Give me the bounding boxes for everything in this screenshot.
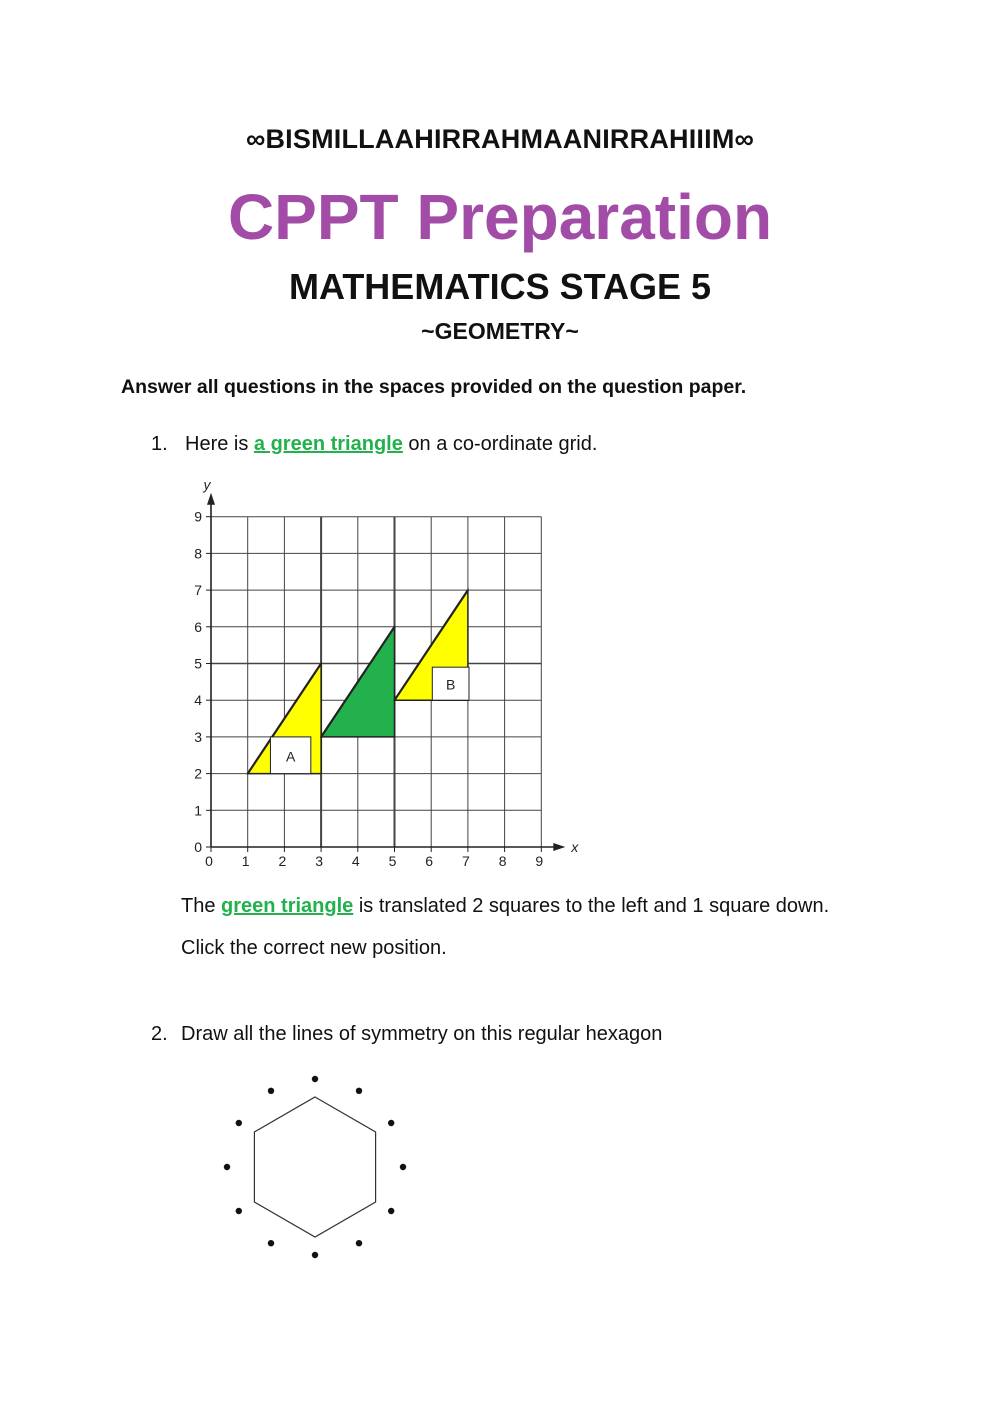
page-title: CPPT Preparation <box>227 181 773 253</box>
symmetry-dot[interactable] <box>400 1164 406 1170</box>
y-tick-label: 0 <box>194 839 202 855</box>
bismillah-heading: ∞BISMILLAAHIRRAHMAANIRRAHIIIM∞ <box>246 124 754 154</box>
translation-text-after: is translated 2 squares to the left and 1 square down. <box>353 895 830 917</box>
question-1-number: 1. <box>151 433 168 455</box>
symmetry-dot[interactable] <box>312 1076 318 1082</box>
y-tick-label: 8 <box>194 545 202 562</box>
x-tick-label: 0 <box>205 853 213 869</box>
x-tick-label: 2 <box>278 853 287 869</box>
y-tick-label: 2 <box>194 765 202 782</box>
green-triangle-link-2[interactable]: green triangle <box>221 895 354 917</box>
x-tick-label: 8 <box>498 853 507 869</box>
symmetry-dot[interactable] <box>388 1120 394 1126</box>
regular-hexagon <box>254 1097 375 1237</box>
option-b-label[interactable]: B <box>445 676 456 693</box>
symmetry-dot[interactable] <box>236 1208 242 1214</box>
symmetry-dot[interactable] <box>224 1164 230 1170</box>
x-tick-label: 7 <box>462 853 470 869</box>
question-1-text-before: Here is <box>185 433 254 455</box>
instruction-text: Answer all questions in the spaces provided on the question paper. <box>121 376 747 398</box>
option-a-label[interactable]: A <box>285 748 296 765</box>
y-tick-label: 7 <box>194 582 202 599</box>
y-tick-label: 3 <box>194 728 202 745</box>
y-axis-label: y <box>203 476 211 493</box>
x-tick-label: 3 <box>315 853 323 869</box>
translation-text-before: The <box>181 895 222 917</box>
symmetry-dot[interactable] <box>356 1088 362 1094</box>
y-tick-label: 6 <box>194 618 202 635</box>
symmetry-dot[interactable] <box>268 1240 274 1246</box>
question-1-text-after: on a co-ordinate grid. <box>402 433 598 455</box>
y-tick-label: 9 <box>194 508 202 525</box>
symmetry-dot[interactable] <box>236 1120 242 1126</box>
symmetry-dot[interactable] <box>356 1240 362 1246</box>
y-tick-label: 1 <box>194 802 202 819</box>
question-2-number: 2. <box>151 1023 168 1045</box>
x-tick-label: 9 <box>535 853 544 869</box>
x-tick-label: 6 <box>425 853 434 869</box>
x-tick-label: 1 <box>241 853 250 869</box>
symmetry-dot[interactable] <box>268 1088 274 1094</box>
x-tick-label: 5 <box>388 853 397 869</box>
question-2-text: Draw all the lines of symmetry on this regular hexagon <box>181 1023 663 1045</box>
click-prompt: Click the correct new position. <box>181 937 447 959</box>
y-tick-label: 4 <box>194 692 202 709</box>
topic-heading: ~GEOMETRY~ <box>421 318 579 344</box>
x-tick-label: 4 <box>351 853 360 869</box>
subject-heading: MATHEMATICS STAGE 5 <box>289 266 711 307</box>
y-tick-label: 5 <box>194 655 202 672</box>
x-axis-label: x <box>571 839 579 855</box>
symmetry-dot[interactable] <box>388 1208 394 1214</box>
green-triangle-link[interactable]: a green triangle <box>253 433 403 455</box>
symmetry-dot[interactable] <box>312 1252 318 1258</box>
